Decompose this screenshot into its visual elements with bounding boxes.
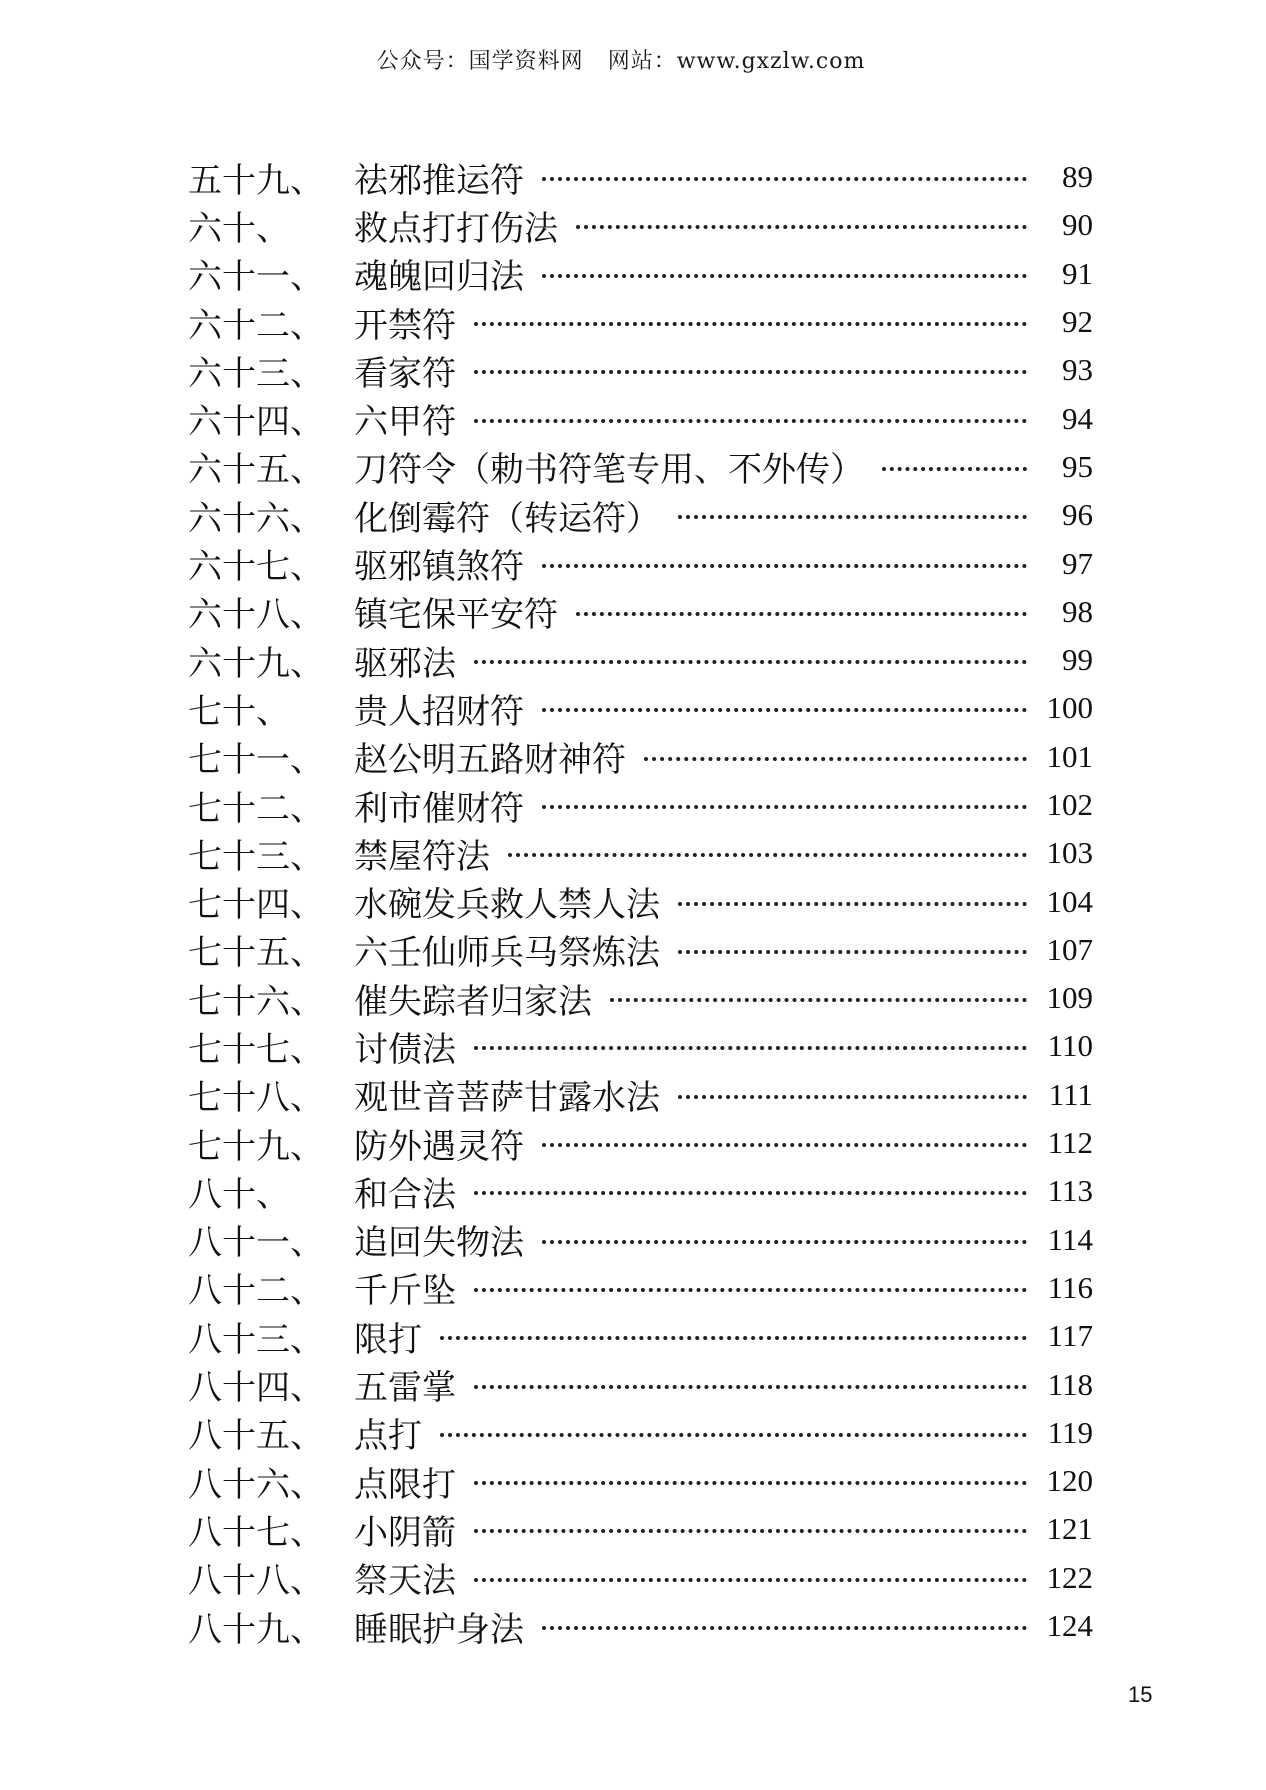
toc-entry-title: 防外遇灵符 [354,1126,524,1167]
toc-entry-number: 七十一、 [188,740,324,781]
toc-entry-number: 七十八、 [188,1078,324,1119]
toc-entry [188,733,1093,781]
toc-entry-title: 六甲符 [354,402,456,443]
toc-entry-number: 八十九、 [188,1609,324,1650]
toc-entry [188,1457,1093,1505]
toc-entry-title: 赵公明五路财神符 [354,740,626,781]
toc-entry-number: 六十四、 [188,402,324,443]
toc-dot-leader [576,612,1027,616]
toc-dot-leader [474,1385,1027,1389]
toc-entry [188,491,1093,539]
toc-entry [188,1119,1093,1167]
toc-entry-page: 114 [1047,1221,1093,1257]
toc-dot-leader [576,225,1027,229]
toc-entry-title: 睡眠护身法 [354,1609,524,1650]
toc-entry [188,877,1093,925]
toc-dot-leader [474,1046,1027,1050]
toc-entry-page: 102 [1046,787,1093,822]
toc-entry-title: 祛邪推运符 [354,160,524,201]
toc-entry [188,1360,1093,1408]
toc-entry-page: 96 [1062,497,1093,533]
toc-entry-number: 八十六、 [188,1464,324,1505]
toc-entry-number: 八十二、 [188,1271,324,1312]
toc-entry-number: 六十、 [188,208,290,249]
toc-entry-number: 八十四、 [188,1368,324,1409]
toc-entry [188,684,1093,732]
toc-entry-number: 七十三、 [188,836,324,877]
toc-entry-number: 八十一、 [188,1223,324,1264]
toc-dot-leader [610,998,1027,1002]
toc-entry-title: 讨债法 [354,1030,456,1070]
toc-entry-title: 和合法 [354,1174,456,1215]
toc-entry-title: 催失踪者归家法 [354,981,592,1022]
toc-entry-number: 六十八、 [188,595,324,636]
toc-dot-leader [542,1143,1027,1147]
toc-entry-number: 七十五、 [188,933,324,974]
toc-dot-leader [474,1481,1027,1485]
toc-entry [188,926,1093,974]
toc-dot-leader [474,322,1027,326]
toc-entry [188,539,1093,587]
toc-entry-title: 五雷掌 [354,1368,456,1409]
toc-entry-title: 禁屋符法 [354,836,490,877]
toc-entry-page: 91 [1062,255,1093,291]
toc-entry [188,1216,1093,1264]
toc-entry-number: 八十七、 [188,1512,324,1553]
toc-entry [188,1409,1093,1457]
toc-entry-number: 六十六、 [188,498,324,539]
toc-entry-page: 98 [1062,593,1093,629]
toc-entry [188,394,1093,442]
toc-dot-leader [474,1578,1027,1582]
toc-entry-page: 89 [1062,159,1093,195]
toc-entry-page: 112 [1047,1125,1093,1161]
toc-entry-title: 点限打 [354,1464,456,1505]
toc-dot-leader [474,1529,1027,1533]
toc-entry-title: 化倒霉符（转运符） [354,498,660,539]
toc-dot-leader [440,1433,1027,1437]
toc-entry [188,829,1093,877]
toc-entry-number: 六十一、 [188,257,324,298]
toc-dot-leader [678,515,1027,519]
toc-entry-page: 110 [1047,1028,1093,1064]
toc-entry-title: 看家符 [354,353,456,394]
toc-dot-leader [474,660,1027,664]
toc-entry-number: 八十五、 [188,1416,324,1457]
toc-entry [188,1505,1093,1553]
toc-dot-leader [678,1095,1027,1099]
toc-dot-leader [508,853,1027,857]
toc-dot-leader [542,274,1027,278]
toc-entry-title: 开禁符 [354,305,456,346]
toc-entry-number: 五十九、 [188,160,324,201]
toc-entry-page: 104 [1046,883,1093,919]
toc-entry [188,636,1093,684]
toc-dot-leader [644,757,1027,761]
toc-entry [188,346,1093,394]
toc-dot-leader [542,177,1027,181]
toc-dot-leader [678,950,1027,954]
toc-entry [188,1554,1093,1602]
toc-dot-leader [474,1191,1027,1195]
toc-dot-leader [474,419,1027,423]
toc-entry-page: 103 [1046,835,1093,871]
toc-entry-number: 八十三、 [188,1319,324,1360]
toc-entry-title: 驱邪法 [354,643,456,684]
toc-entry-page: 121 [1046,1511,1093,1547]
toc-entry-title: 祭天法 [354,1561,456,1602]
toc-entry-title: 镇宅保平安符 [354,595,558,636]
toc-entry-number: 六十五、 [188,450,324,491]
toc-entry [188,1167,1093,1215]
toc-entry-title: 利市催财符 [354,788,524,829]
toc-entry [188,1602,1093,1650]
page-number: 15 [1128,1682,1153,1707]
toc-dot-leader [474,1288,1027,1292]
toc-dot-leader [542,805,1027,809]
toc-entry-page: 117 [1047,1318,1093,1354]
header-wechat: 公众号：国学资料网 [376,49,584,74]
table-of-contents [188,153,1093,1650]
toc-entry [188,1312,1093,1360]
toc-entry-page: 97 [1062,545,1093,581]
toc-entry [188,588,1093,636]
toc-entry [188,153,1093,201]
toc-entry-page: 95 [1062,448,1093,484]
toc-entry [188,443,1093,491]
toc-entry [188,781,1093,829]
header-website: 网站：www.gxzlw.com [607,49,866,74]
toc-entry-title: 小阴箭 [354,1512,456,1553]
toc-entry-page: 111 [1048,1076,1093,1112]
toc-entry-number: 六十二、 [188,305,324,346]
toc-dot-leader [542,564,1027,568]
toc-entry-page: 107 [1046,931,1093,967]
toc-entry-page: 113 [1047,1173,1093,1209]
toc-entry-title: 救点打打伤法 [354,208,558,249]
toc-entry-page: 90 [1062,207,1093,243]
toc-entry-number: 七十六、 [188,981,324,1022]
toc-entry-number: 六十七、 [188,547,324,588]
toc-entry-page: 92 [1062,304,1093,340]
toc-entry-title: 水碗发兵救人禁人法 [354,885,660,926]
toc-entry [188,1264,1093,1312]
toc-entry-title: 限打 [354,1319,422,1360]
toc-dot-leader [542,1240,1027,1244]
toc-entry-title: 追回失物法 [354,1223,524,1264]
toc-entry [188,1071,1093,1119]
toc-entry-number: 六十九、 [188,643,324,684]
toc-entry [188,250,1093,298]
toc-entry-page: 101 [1046,738,1093,774]
toc-entry-number: 七十、 [188,691,290,732]
toc-entry-number: 七十九、 [188,1126,324,1167]
toc-dot-leader [474,370,1027,374]
toc-entry-page: 119 [1047,1414,1093,1450]
toc-entry-title: 刀符令（勅书符笔专用、不外传） [354,450,864,491]
toc-entry [188,1022,1093,1070]
toc-dot-leader [542,708,1027,712]
toc-entry-number: 七十四、 [188,885,324,926]
toc-entry-title: 千斤坠 [354,1271,456,1312]
toc-entry [188,201,1093,249]
toc-dot-leader [542,1626,1027,1630]
toc-entry-page: 99 [1062,642,1093,678]
page-header [0,44,1266,75]
toc-entry-page: 118 [1047,1366,1093,1402]
toc-entry-title: 六壬仙师兵马祭炼法 [354,933,660,974]
toc-entry-title: 驱邪镇煞符 [354,547,524,588]
toc-entry-page: 122 [1046,1559,1093,1595]
toc-entry-number: 八十、 [188,1174,290,1215]
toc-entry-title: 魂魄回归法 [354,257,524,298]
toc-entry-page: 94 [1062,400,1093,436]
toc-entry-number: 七十二、 [188,788,324,829]
toc-entry-page: 116 [1047,1269,1093,1305]
toc-entry-page: 100 [1046,690,1093,726]
toc-entry-number: 七十七、 [188,1030,324,1070]
toc-entry-page: 124 [1046,1608,1093,1644]
toc-dot-leader [440,1336,1027,1340]
toc-entry-page: 93 [1062,352,1093,388]
toc-entry-title: 观世音菩萨甘露水法 [354,1078,660,1119]
toc-entry-page: 109 [1046,980,1093,1016]
toc-entry-title: 点打 [354,1416,422,1457]
toc-entry-page: 120 [1046,1463,1093,1499]
toc-dot-leader [678,902,1027,906]
toc-entry-number: 六十三、 [188,353,324,394]
toc-entry-number: 八十八、 [188,1561,324,1602]
toc-dot-leader [882,467,1027,471]
toc-entry [188,974,1093,1022]
toc-entry-title: 贵人招财符 [354,691,524,732]
toc-entry [188,298,1093,346]
